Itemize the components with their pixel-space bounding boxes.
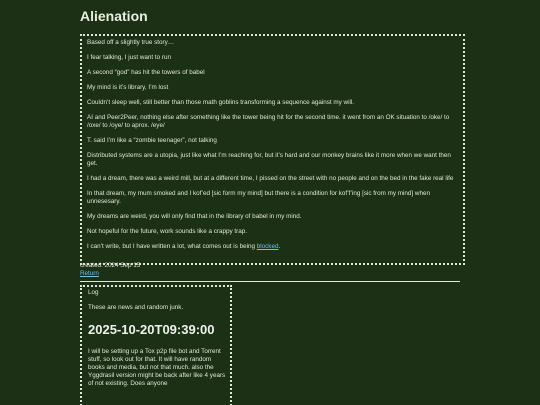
post-paragraph: AI and Peer2Peer, nothing else after something like the tower being hit for the second time. it went from an OK situation to /oke/ to /oxe/ to /oye/ to aprox. /eye/ xyxy=(87,114,450,129)
post-paragraph: In that dream, my mum smoked and I kof’ed [sic form my mind] but there is a condition for kof’f’ing [sic from my mind] when unnesesary. xyxy=(87,190,430,205)
post-paragraph: I fear talking, I just want to run xyxy=(87,54,171,61)
post-paragraph: Couldn’t sleep well, still better than those math goblins transforming a sequence against my will. xyxy=(87,99,355,106)
created-date: created: 2024 Sep 15 xyxy=(80,262,141,269)
post-meta xyxy=(80,262,140,278)
blocked-link[interactable]: blocked xyxy=(256,243,279,250)
page-title: Alienation xyxy=(80,8,148,24)
log-intro: These are news and random junk. xyxy=(88,304,184,311)
post-paragraph: A second “god” has hit the towers of babel xyxy=(87,69,205,76)
post-box xyxy=(80,34,465,265)
last-paragraph-suffix: . xyxy=(278,243,281,250)
return-link[interactable]: Return xyxy=(80,270,99,277)
post-paragraph: Distributed systems are a utopia, just like what I’m reaching for, but it’s hard and our monkey brains like it more when we want then get. xyxy=(87,152,451,167)
log-entry-body: I will be setting up a Tox p2p file bot and Torrent stuff, so look out for that. It will have random books and media, but not that much. also the Yggdrasil version might be back after like 4 years of not existing. Does anyone xyxy=(88,348,226,387)
log-box xyxy=(80,285,232,405)
post-paragraph: Based off a slightly true story… xyxy=(87,39,175,46)
post-paragraph: T. said I’m like a “zombie teenager”, not talking xyxy=(87,137,217,144)
post-paragraph: Not hopeful for the future, work sounds like a crappy trap. xyxy=(87,228,247,235)
last-paragraph-text: I can’t write, but I have written a lot, what comes out is being xyxy=(87,243,257,250)
post-paragraph: I had a dream, there was a weird mill, but at a different time, I pissed on the street with no people and on the bed in the fake real life xyxy=(87,175,454,182)
post-paragraph: My mind is it’s library, I’m lost xyxy=(87,84,169,91)
divider xyxy=(80,281,460,282)
log-title: Log xyxy=(88,289,99,296)
log-date-heading: 2025-10-20T09:39:00 xyxy=(88,322,215,337)
post-paragraph-last xyxy=(87,243,459,251)
post-paragraph: My dreams are weird, you will only find that in the library of babel in my mind. xyxy=(87,213,302,220)
